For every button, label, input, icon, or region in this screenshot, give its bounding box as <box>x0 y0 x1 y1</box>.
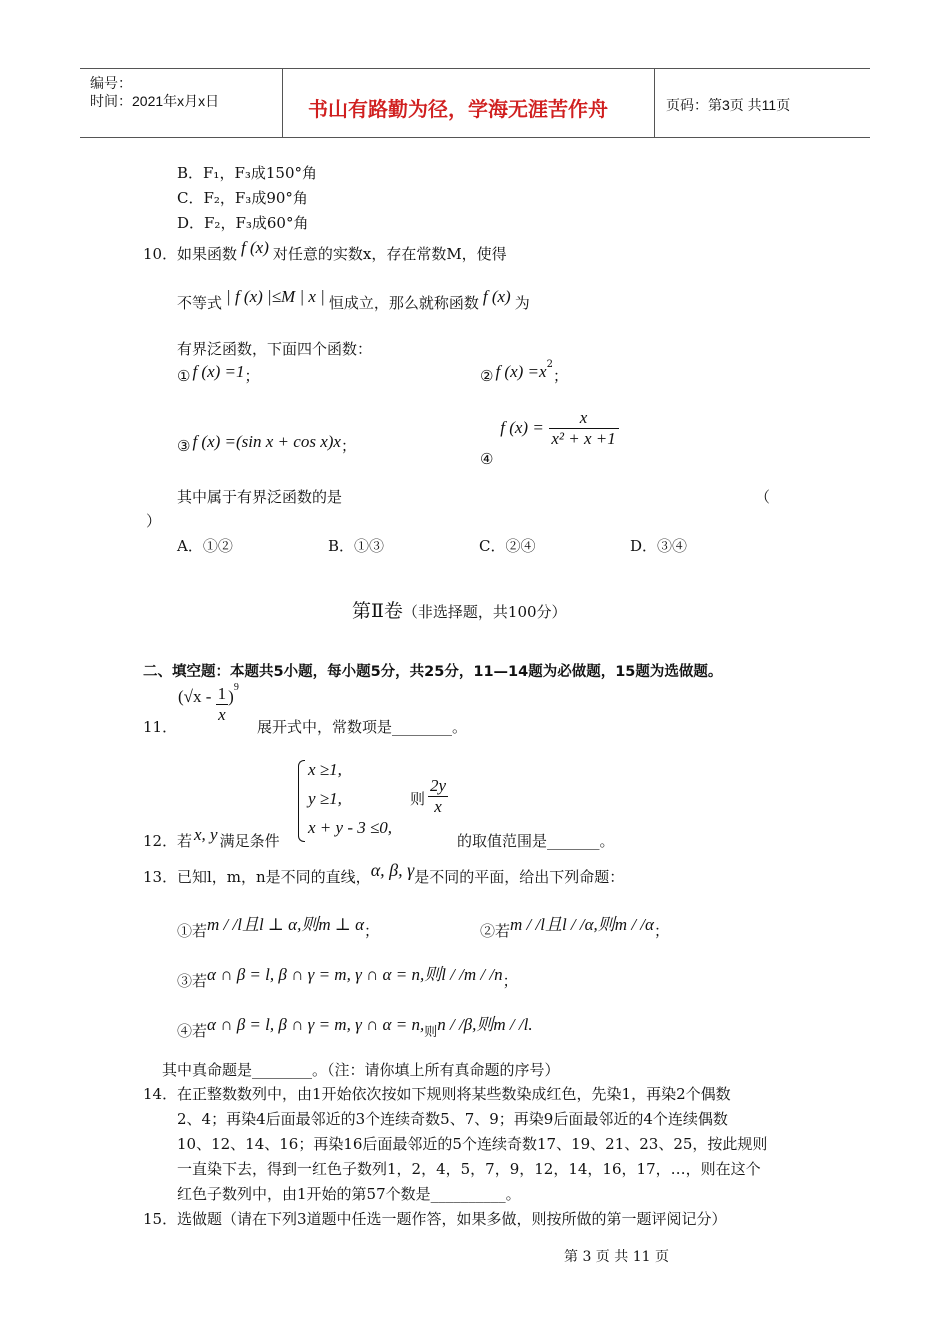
q10-func-2 <box>480 359 568 386</box>
q11-expr-b: ) <box>228 687 234 706</box>
func-1-semicolon: ； <box>244 367 260 385</box>
q10-option-a: A．①② <box>177 537 233 555</box>
q10-fx-2: f (x) <box>482 287 511 306</box>
header-left-cell <box>80 69 283 137</box>
func-3-mark: ③ <box>177 437 191 455</box>
q11-expr-a: (√x - <box>178 687 212 706</box>
prop-2-semicolon: ； <box>653 922 669 940</box>
q10-func-4 <box>480 408 619 468</box>
func-2-mark: ② <box>480 367 494 385</box>
q14-line-3: 10、12、14、16；再染16后面最邻近的5个连续奇数17、19、21、23、25，按此规则 <box>177 1135 768 1153</box>
func-3-expr: f (x) =(sin x + cos x)x <box>192 432 341 451</box>
prop-4-expr-a: α ∩ β = l, β ∩ γ = m, γ ∩ α = n, <box>207 1015 425 1034</box>
q10-text-e: 为 <box>514 294 530 312</box>
section2-title: 二、填空题：本题共5小题，每小题5分，共25分，11—14题为必做题，15题为选做题。 <box>143 664 723 680</box>
q12-frac <box>428 776 448 817</box>
part2-heading <box>352 596 567 623</box>
q10-text-c: 不等式 <box>177 294 223 312</box>
q11-exponent: 9 <box>233 682 239 693</box>
q13-ask: 其中真命题是________。（注：请你填上所有真命题的序号） <box>162 1061 560 1079</box>
q15-text: 选做题（请在下列3道题中任选一题作答，如果多做，则按所做的第一题评阅记分） <box>177 1210 727 1228</box>
q12-text-a: 若 <box>177 832 193 850</box>
q13-prop-1 <box>177 916 379 941</box>
q11-expression <box>178 684 239 725</box>
q10-option-d: D．③④ <box>630 537 688 555</box>
prop-4-expr-b: n / /β,则m / /l. <box>437 1015 533 1034</box>
q14-line-2: 2、4；再染4后面最邻近的3个连续奇数5、7、9；再染9后面最邻近的4个连续偶数 <box>177 1110 728 1128</box>
q10-option-b: B．①③ <box>328 537 385 555</box>
q10-text-d: 恒成立，那么就称函数 <box>328 294 479 312</box>
prop-3-semicolon: ； <box>502 972 518 990</box>
prop-2-mark: ②若 <box>480 922 511 940</box>
func-4-denominator: x² + x +1 <box>549 428 619 449</box>
q10-paren-right: ） <box>146 512 162 530</box>
q14-line-5: 红色子数列中，由1开始的第57个数是__________。 <box>177 1185 521 1203</box>
number-label: 编号： <box>90 75 132 91</box>
q13-intro <box>177 860 625 887</box>
q11-frac-num: 1 <box>217 684 227 703</box>
q10-text-b: 对任意的实数x，存在常数M，使得 <box>272 245 507 263</box>
func-4-fraction <box>549 408 619 449</box>
q12-frac-num: 2y <box>430 776 447 795</box>
q13-number: 13． <box>143 868 178 886</box>
prop-4-mark: ④若 <box>177 1022 208 1040</box>
q13-text-b: 是不同的平面，给出下列命题： <box>414 868 625 886</box>
q11-frac-den: x <box>216 704 229 725</box>
func-4-lhs: f (x) = <box>500 417 544 437</box>
prop-4-then: 则 <box>424 1025 438 1040</box>
part2-subtitle: （非选择题，共100分） <box>402 603 567 621</box>
q12-text-b: 满足条件 <box>219 832 280 850</box>
prop-1-expr: m / /l且l ⊥ α,则m ⊥ α <box>207 915 365 934</box>
prop-1-mark: ①若 <box>177 922 208 940</box>
q13-text-a: 已知l，m，n是不同的直线， <box>177 868 371 886</box>
q11-fraction <box>216 684 229 725</box>
q13-prop-2 <box>480 916 669 941</box>
q12-intro <box>177 825 280 851</box>
q10-fx: f (x) <box>241 238 269 257</box>
q10-option-c: C．②④ <box>479 537 536 555</box>
header-motto: 书山有路勤为径，学海无涯苦作舟 <box>308 97 608 121</box>
func-1-expr: f (x) =1 <box>192 362 245 381</box>
prop-3-expr: α ∩ β = l, β ∩ γ = m, γ ∩ α = n,则l / /m / /n <box>207 965 503 984</box>
prop-1-semicolon: ； <box>364 922 380 940</box>
q12-cond-1: x ≥1, <box>308 760 342 779</box>
q14-number: 14． <box>143 1085 178 1103</box>
func-4-mark: ④ <box>480 449 494 468</box>
q10-paren-left: （ <box>755 488 771 506</box>
page-header <box>80 68 870 138</box>
func-2-expr: f (x) =x <box>495 362 547 381</box>
q9-option-b: B．F₁，F₃成150°角 <box>177 164 317 182</box>
q12-vars: x, y <box>194 825 218 844</box>
prop-2-expr: m / /l且l / /α,则m / /α <box>510 915 654 934</box>
q10-func-3 <box>177 432 356 456</box>
time-label: 时间：2021年x月x日 <box>90 93 220 109</box>
q10-line3: 有界泛函数，下面四个函数： <box>177 340 373 358</box>
func-4-numerator: x <box>579 408 588 427</box>
q10-number: 10． <box>143 245 178 263</box>
q10-line2 <box>177 287 530 313</box>
q12-number: 12． <box>143 832 178 850</box>
q12-tail: 的取值范围是_______。 <box>457 832 615 850</box>
q12-cond-2: y ≥1, <box>308 789 342 808</box>
q12-fraction <box>428 776 448 817</box>
func-1-mark: ① <box>177 367 191 385</box>
part2-title: 第Ⅱ卷 <box>352 600 403 622</box>
func-2-semicolon: ； <box>552 367 568 385</box>
q10-text-a: 如果函数 <box>177 245 238 263</box>
q12-then: 则 <box>410 790 426 808</box>
page-label: 页码：第3页 共11页 <box>666 97 791 113</box>
q13-prop-4 <box>177 1016 533 1041</box>
q11-number: 11． <box>143 718 178 736</box>
page-footer: 第 3 页 共 11 页 <box>564 1249 669 1265</box>
q14-line-1: 在正整数数列中，由1开始依次按如下规则将某些数染成红色，先染1，再染2个偶数 <box>177 1085 731 1103</box>
q9-option-d: D．F₂，F₃成60°角 <box>177 214 309 232</box>
q15-number: 15． <box>143 1210 178 1228</box>
prop-3-mark: ③若 <box>177 972 208 990</box>
q9-option-c: C．F₂，F₃成90°角 <box>177 189 308 207</box>
q13-prop-3 <box>177 966 518 991</box>
q10-func-1 <box>177 362 260 386</box>
q12-cond-3: x + y - 3 ≤0, <box>308 818 393 837</box>
q10-inequality: | f (x) |≤M | x | <box>226 287 325 306</box>
q11-text: 展开式中，常数项是________。 <box>257 718 468 736</box>
func-2-exponent: 2 <box>546 359 553 370</box>
q10-line1 <box>177 238 507 264</box>
q14-line-4: 一直染下去，得到一红色子数列1，2，4，5，7，9，12，14，16，17，…，则在这个 <box>177 1160 761 1178</box>
q12-frac-den: x <box>428 796 448 817</box>
func-3-semicolon: ； <box>340 437 356 455</box>
header-divider <box>654 69 655 137</box>
q12-system-brace <box>298 760 305 842</box>
q10-ask: 其中属于有界泛函数的是 <box>177 488 343 506</box>
q13-greek: α, β, γ <box>370 860 415 880</box>
